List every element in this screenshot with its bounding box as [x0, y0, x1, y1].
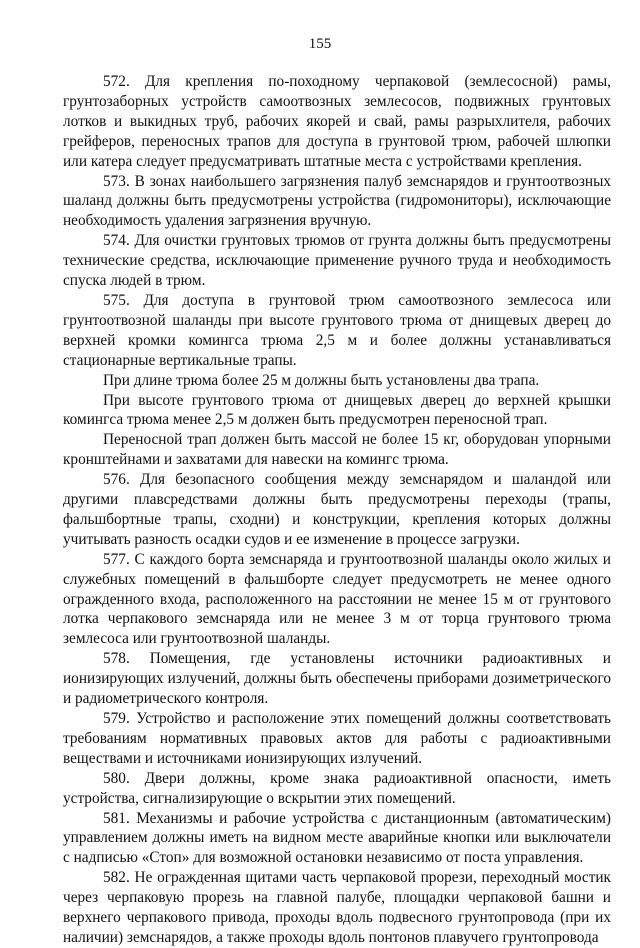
- paragraph-579: 579. Устройство и расположение этих помещений должны соответствовать требованиям нормативных правовых актов для работы с радиоактивными веществами и источниками ионизирующих излучений.: [63, 710, 611, 767]
- paragraph-576: 576. Для безопасного сообщения между земснарядом и шаландой или другими плавсредствами должны быть предусмотрены переходы (трапы, фальшбортные трапы, сходни) и конструкции, крепления которых должны учитывать разность осадки судов и ее изменение в процессе загрузки.: [63, 471, 611, 548]
- paragraph-578: 578. Помещения, где установлены источники радиоактивных и ионизирующих излучений, должны быть обеспечены приборами дозиметрического и радиометрического контроля.: [63, 650, 611, 708]
- paragraph-577: 577. С каждого борта земснаряда и грунтоотвозной шаланды около жилых и служебных помещений в фальшборте следует предусмотреть не менее одного огражденного входа, расположенного на расстоянии не менее 15 м от грунтового лотка черпакового земснаряда или не менее 3 м от торца грунтового трюма землесоса или грунтоотвозной шаланды.: [63, 550, 611, 648]
- document-body: [63, 72, 611, 948]
- paragraph-581: 581. Механизмы и рабочие устройства с дистанционным (автоматическим) управлением должны иметь на видном месте аварийные кнопки или выключатели с надписью «Стоп» для возможной остановки независимо от поста управления.: [63, 809, 611, 867]
- paragraph-580: 580. Двери должны, кроме знака радиоактивной опасности, иметь устройства, сигнализирующие о вскрытии этих помещений.: [63, 769, 611, 807]
- paragraph-575: 575. Для доступа в грунтовой трюм самоотвозного землесоса или грунтоотвозной шаланды при высоте грунтового трюма от днищевых дверец до верхней кромки комингса трюма 2,5 м и более должны устанавливаться стационарные вертикальные трапы.: [63, 291, 611, 369]
- paragraph-575-portable-ladder: При высоте грунтового трюма от днищевых дверец до верхней крышки комингса трюма менее 2,5 м должен быть предусмотрен переносной трап.: [63, 391, 611, 429]
- paragraph-575-two-ladders: При длине трюма более 25 м должны быть установлены два трапа.: [103, 371, 540, 389]
- paragraph-573: 573. В зонах наибольшего загрязнения палуб земснарядов и грунтоотвозных шаланд должны быть предусмотрены устройства (гидромониторы), исключающие необходимость удаления загрязнения вручную.: [63, 172, 611, 230]
- page-number: 155: [308, 36, 332, 52]
- paragraph-575-ladder-mass: Переносной трап должен быть массой не более 15 кг, оборудован упорными кронштейнами и захватами для навески на комингс трюма.: [63, 431, 611, 469]
- paragraph-574: 574. Для очистки грунтовых трюмов от грунта должны быть предусмотрены технические средства, исключающие применение ручного труда и необходимость спуска людей в трюм.: [63, 232, 611, 290]
- paragraph-572: 572. Для крепления по-походному черпаковой (землесосной) рамы, грунтозаборных устройств самоотвозных землесосов, подвижных грунтовых лотков и выкидных труб, рабочих якорей и свай, рамы разрыхлителя, рабочих грейферов, переносных трапов для доступа в грунтовой трюм, рабочей шлюпки или катера следует предусматривать штатные места с устройствами крепления.: [63, 73, 611, 170]
- paragraph-582: 582. Не огражденная щитами часть черпаковой прорези, переходный мостик через черпаковую прорезь на главной палубе, площадки черпаковой башни и верхнего черпакового привода, проходы вдоль подвесного грунтопровода (при их наличии) земснарядов, а также проходы вдоль понтонов плавучего грунтопровода: [63, 869, 611, 946]
